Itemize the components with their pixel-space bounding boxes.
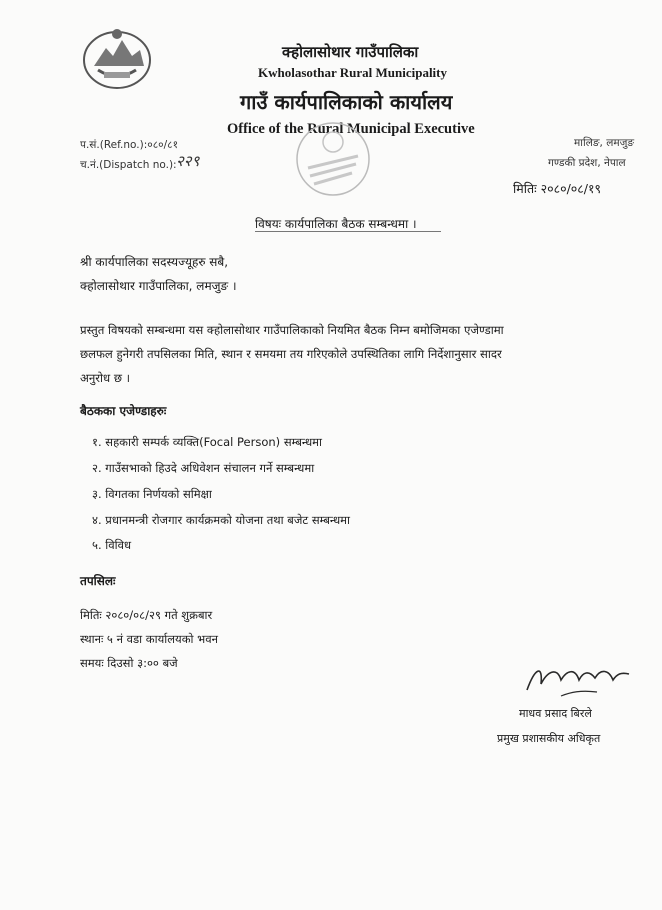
agenda-item: ५. विविध: [92, 538, 132, 552]
agenda-item: २. गाउँसभाको हिउदे अधिवेशन संचालन गर्ने सम्बन्धमा: [92, 461, 315, 475]
municipality-name-english: Kwholasothar Rural Municipality: [258, 65, 448, 80]
signatory-name: माधव प्रसाद बिरले: [519, 707, 592, 720]
agenda-item: ४. प्रधानमन्त्री रोजगार कार्यक्रमको योजना तथा बजेट सम्बन्धमा: [92, 513, 351, 527]
body-line-3: अनुरोध छ ।: [80, 371, 131, 385]
agenda-item: १. सहकारी सम्पर्क व्यक्ति(Focal Person) सम्बन्धमा: [92, 435, 323, 449]
body-line-1: प्रस्तुत विषयको सम्बन्धमा यस क्होलासोथार गाउँपालिकाको नियमित बैठक निम्न बमोजिमका एजेण्डामा: [80, 323, 504, 337]
recipient-line-2: क्होलासोथार गाउँपालिका, लमजुङ ।: [80, 279, 237, 293]
office-title-nepali: गाउँ कार्यपालिकाको कार्यालय: [240, 90, 453, 114]
body-line-2: छलफल हुनेगरी तपसिलका मिति, स्थान र समयमा तय गरिएकोले उपस्थितिका लागि निर्देशानुसार सादर: [80, 347, 502, 361]
reference-number: प.सं.(Ref.no.):०८०/८१: [80, 139, 179, 151]
agenda-item: ३. विगतका निर्णयको समिक्षा: [92, 487, 212, 501]
office-title-english: Office of the Rural Municipal Executive: [227, 121, 475, 137]
address-line-2: गण्डकी प्रदेश, नेपाल: [548, 157, 626, 169]
meeting-date: मितिः २०८०/०८/२९ गते शुक्रबार: [80, 608, 213, 622]
subject-underline: [255, 231, 441, 232]
office-stamp-icon: [292, 118, 374, 200]
details-heading: तपसिलः: [80, 574, 116, 588]
meeting-place: स्थानः ५ नं वडा कार्यालयको भवन: [80, 632, 219, 646]
handwritten-signature-icon: [517, 652, 637, 706]
letter-subject: विषयः कार्यपालिका बैठक सम्बन्धमा ।: [255, 217, 417, 231]
address-line-1: मालिङ, लमजुङ: [574, 137, 635, 149]
recipient-line-1: श्री कार्यपालिका सदस्यज्यूहरु सबै,: [80, 255, 229, 269]
municipality-name-nepali: क्होलासोथार गाउँपालिका: [282, 43, 419, 61]
agenda-heading: बैठकका एजेण्डाहरुः: [80, 404, 167, 418]
dispatch-number-label: च.नं.(Dispatch no.):: [80, 159, 177, 171]
signatory-title: प्रमुख प्रशासकीय अधिकृत: [497, 732, 601, 745]
letter-date: मितिः २०८०/०८/१९: [513, 181, 601, 196]
dispatch-number-value: २२९: [176, 152, 200, 170]
nepal-emblem-icon: [80, 26, 154, 90]
meeting-time: समयः दिउसो ३:०० बजे: [80, 656, 178, 670]
